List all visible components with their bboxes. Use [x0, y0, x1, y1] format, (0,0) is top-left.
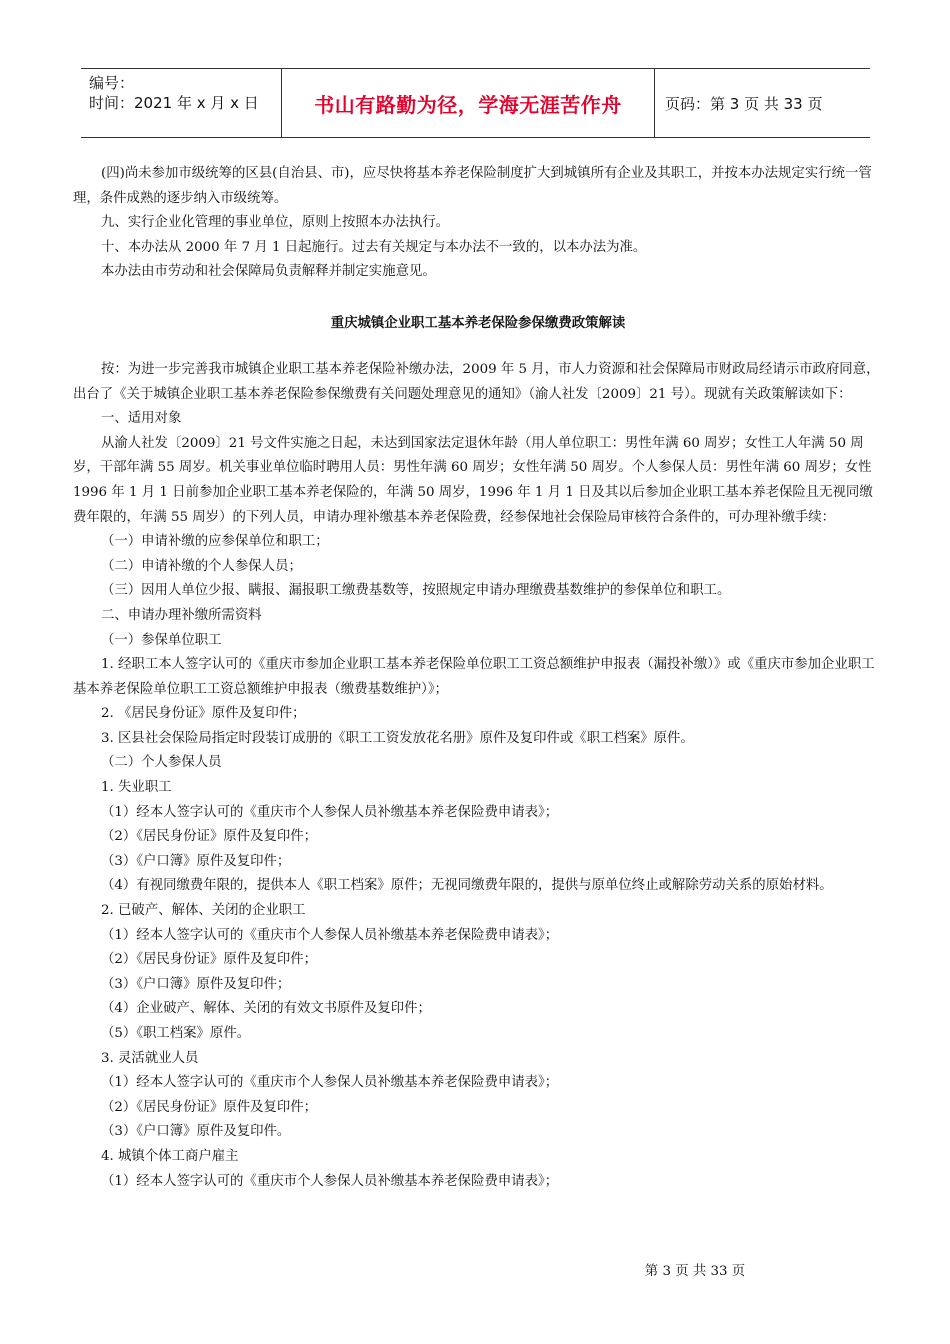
paragraph: 3. 灵活就业人员: [101, 1050, 199, 1066]
paragraph: （三）因用人单位少报、瞒报、漏报职工缴费基数等，按照规定申请办理缴费基数维护的参保单位和职工。: [101, 583, 731, 599]
paragraph: （4）企业破产、解体、关闭的有效文书原件及复印件；: [101, 1001, 431, 1017]
paragraph: （2）《居民身份证》原件及复印件；: [101, 1099, 318, 1115]
document-body: [73, 162, 883, 1194]
paragraph: 1. 失业职工: [101, 780, 172, 796]
page-footer: 第 3 页 共 33 页: [644, 1264, 746, 1279]
paragraph: 1. 经职工本人签字认可的《重庆市参加企业职工基本养老保险单位职工工资总额维护申报表（漏投补缴）》或《重庆市参加企业职工基本养老保险单位职工工资总额维护申报表（缴费基数维护）》；: [73, 657, 875, 697]
paragraph: （2）《居民身份证》原件及复印件；: [101, 829, 318, 845]
paragraph: （3）《户口簿》原件及复印件；: [101, 853, 291, 869]
paragraph: 按：为进一步完善我市城镇企业职工基本养老保险补缴办法，2009 年 5 月，市人力资源和社会保障局市财政局经请示市政府同意，出台了《关于城镇企业职工基本养老保险参保缴费有关问题处理意见的通知》（渝人社发〔2009〕21 号）。现就有关政策解读如下：: [73, 361, 880, 402]
code-label: 编号：: [89, 74, 135, 92]
paragraph: （3）《户口簿》原件及复印件；: [101, 976, 291, 992]
paragraph: （1）经本人签字认可的《重庆市个人参保人员补缴基本养老保险费申请表》；: [101, 804, 559, 820]
paragraph: 本办法由市劳动和社会保障局负责解释并制定实施意见。: [101, 264, 436, 280]
paragraph: （1）经本人签字认可的《重庆市个人参保人员补缴基本养老保险费申请表》；: [101, 927, 559, 943]
header-page-label: 页码：第 3 页 共 33 页: [665, 94, 823, 113]
paragraph: （4）有视同缴费年限的，提供本人《职工档案》原件；无视同缴费年限的，提供与原单位终止或解除劳动关系的原始材料。: [101, 878, 833, 894]
paragraph: （1）经本人签字认可的《重庆市个人参保人员补缴基本养老保险费申请表》；: [101, 1173, 559, 1189]
date-label: 时间：2021 年 x 月 x 日: [89, 94, 259, 112]
header-divider: [654, 69, 655, 137]
paragraph: （2）《居民身份证》原件及复印件；: [101, 952, 318, 968]
paragraph: （5）《职工档案》原件。: [101, 1026, 251, 1041]
paragraph: 十、本办法从 2000 年 7 月 1 日起施行。过去有关规定与本办法不一致的，以本办法为准。: [101, 239, 647, 255]
paragraph: （1）经本人签字认可的《重庆市个人参保人员补缴基本养老保险费申请表》；: [101, 1075, 559, 1091]
paragraph: 一、适用对象: [101, 411, 182, 427]
paragraph: 九、实行企业化管理的事业单位，原则上按照本办法执行。: [101, 215, 450, 231]
paragraph: 4. 城镇个体工商户雇主: [101, 1148, 239, 1164]
paragraph: (四)尚未参加市级统筹的区县(自治县、市)，应尽快将基本养老保险制度扩大到城镇所有企业及其职工，并按本办法规定实行统一管理，条件成熟的逐步纳入市级统筹。: [73, 166, 872, 206]
paragraph: （二）申请补缴的个人参保人员；: [101, 558, 302, 574]
paragraph: 二、申请办理补缴所需资料: [101, 607, 262, 623]
page-header: [81, 68, 870, 138]
paragraph: 2. 已破产、解体、关闭的企业职工: [101, 903, 306, 919]
paragraph: 3. 区县社会保险局指定时段装订成册的《职工工资发放花名册》原件及复印件或《职工档案》原件。: [101, 730, 694, 746]
paragraph: （一）参保单位职工: [101, 632, 222, 648]
paragraph: 2. 《居民身份证》原件及复印件；: [101, 706, 306, 722]
paragraph: （3）《户口簿》原件及复印件。: [101, 1124, 291, 1140]
paragraph: （一）申请补缴的应参保单位和职工；: [101, 534, 329, 550]
paragraph: 从渝人社发〔2009〕21 号文件实施之日起，未达到国家法定退休年龄（用人单位职工：男性年满 60 周岁；女性工人年满 50 周岁，干部年满 55 周岁。机关事业单位临时聘用人员：男性年满 60 周岁；女性年满 50 周岁。个人参保人员：男性年满 60 周岁；女性 1996 年 1 月 1 日前参加企业职工基本养老保险的，年满 50 周岁，1996 年 1 月 1 日及其以后参加企业职工基本养老保险且无视同缴费年限的，年满 55 周岁）的下列人员，申请办理补缴基本养老保险费，经参保地社会保险局审核符合条件的，可办理补缴手续：: [73, 435, 873, 525]
header-motto: 书山有路勤为径，学海无涯苦作舟: [314, 92, 622, 117]
paragraph: （二）个人参保人员: [101, 755, 222, 771]
section-title: 重庆城镇企业职工基本养老保险参保缴费政策解读: [330, 315, 626, 331]
header-left-cell: [89, 73, 259, 113]
